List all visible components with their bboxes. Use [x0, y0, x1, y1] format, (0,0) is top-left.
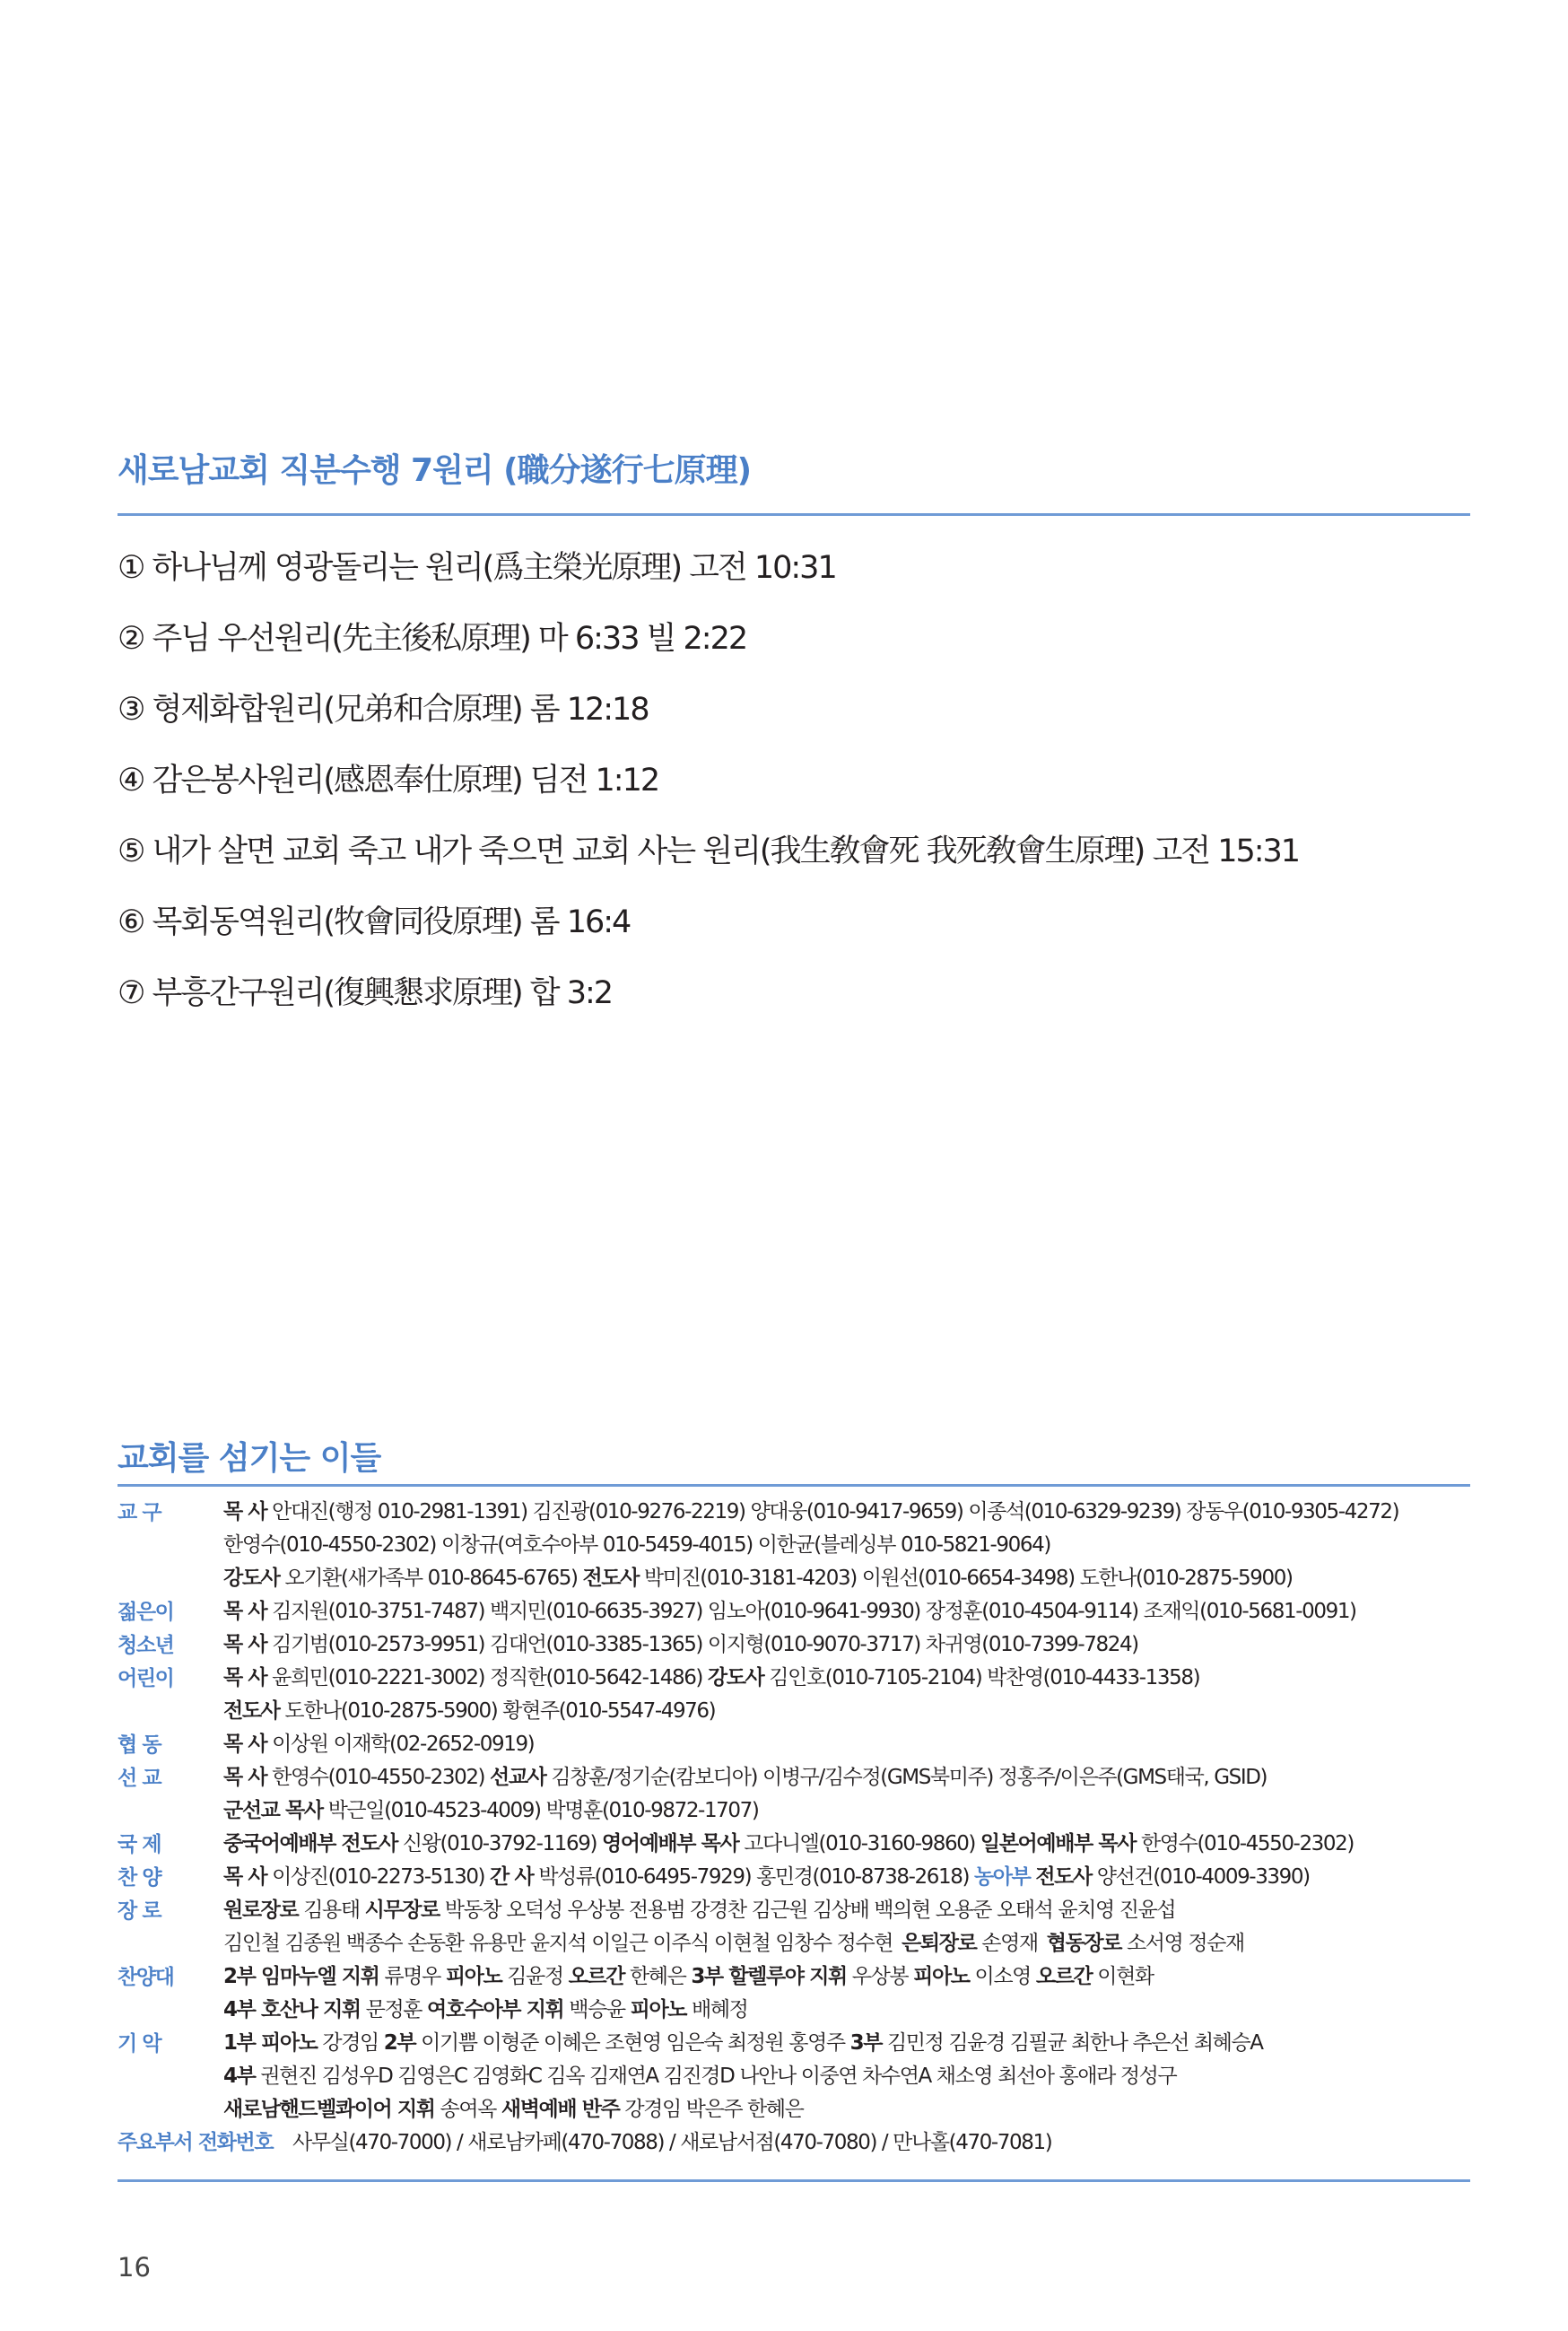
role-title: 3부	[849, 2031, 883, 2055]
role-title: 오르간	[568, 1965, 625, 1988]
staff-line	[223, 1628, 1470, 1662]
staff-names: 한영수(010-4550-2302)	[266, 1766, 491, 1789]
staff-names: 김지원(010-3751-7487) 백지민(010-6635-3927) 임노아(010-9641-9930) 장정훈(010-4504-9114) 조재익(010-5681-0091)	[266, 1600, 1356, 1623]
staff-names: 송여옥	[434, 2098, 501, 2121]
staff-rows	[118, 1496, 1470, 2126]
principle-1: ① 하나님께 영광돌리는 원리(爲主榮光原理) 고전 10:31	[118, 550, 836, 586]
staff-row	[118, 1894, 1470, 1960]
staff-row-label: 청소년	[118, 1634, 174, 1657]
role-title: 간 사	[490, 1865, 534, 1889]
staff-line	[223, 1927, 1470, 1960]
staff-row-content	[223, 1861, 1470, 1894]
principles-list	[118, 533, 1470, 1029]
principle-5: ⑤ 내가 살면 교회 죽고 내가 죽으면 교회 사는 원리(我生敎會死 我死敎會生原理) 고전 15:31	[118, 834, 1300, 869]
role-title: 전도사	[582, 1567, 639, 1590]
staff-line	[223, 1794, 1470, 1828]
role-title: 영어예배부 목사	[601, 1832, 739, 1855]
staff-names: 이소영	[969, 1965, 1036, 1988]
role-title: 강도사	[223, 1567, 280, 1590]
staff-line	[223, 1529, 1470, 1562]
staff-names: 박근일(010-4523-4009) 박명훈(010-9872-1707)	[322, 1799, 759, 1822]
phone-directory-row	[118, 2126, 1470, 2160]
page-number: 16	[118, 2252, 151, 2283]
staff-line	[223, 1761, 1470, 1794]
role-title: 전도사	[1035, 1865, 1092, 1889]
role-title: 피아노	[630, 1998, 687, 2021]
staff-row-label: 어린이	[118, 1667, 174, 1690]
staff-line	[223, 1960, 1470, 1994]
staff-line	[223, 1828, 1470, 1861]
role-title: 원로장로	[223, 1899, 299, 1922]
staff-names: 강경임	[317, 2031, 384, 2055]
staff-row-content	[223, 1496, 1470, 1595]
staff-row-content	[223, 1894, 1470, 1960]
staff-row	[118, 1761, 1470, 1828]
role-title: 목 사	[223, 1865, 267, 1889]
role-title: 피아노	[445, 1965, 502, 1988]
role-title: 중국어예배부 전도사	[223, 1832, 397, 1855]
staff-names: 소서영 정순재	[1121, 1932, 1244, 1955]
staff-line	[223, 1595, 1470, 1628]
staff-row-content	[223, 1761, 1470, 1828]
staff-row	[118, 1960, 1470, 2027]
staff-line	[223, 1662, 1470, 1695]
staff-names: 백승윤	[563, 1998, 631, 2021]
staff-names: 이상진(010-2273-5130)	[266, 1865, 491, 1889]
staff-row	[118, 1828, 1470, 1861]
staff-names: 윤희민(010-2221-3002) 정직한(010-5642-1486)	[266, 1666, 708, 1689]
staff-names: 오기환(새가족부 010-8645-6765)	[279, 1567, 583, 1590]
staff-row	[118, 1662, 1470, 1728]
role-title: 시무장로	[364, 1899, 440, 1922]
staff-names: 고다니엘(010-3160-9860)	[738, 1832, 980, 1855]
staff-names: 박미진(010-3181-4203) 이원선(010-6654-3498) 도한나(010-2875-5900)	[638, 1567, 1293, 1590]
staff-names: 박동창 오덕성 우상봉 전용범 강경찬 김근원 김상배 백의현 오용준 오태석 윤치영 진윤섭	[439, 1899, 1176, 1922]
staff-names: 배혜정	[686, 1998, 748, 2021]
staff-names: 김창훈/정기순(캄보디아) 이병구/김수정(GMS북미주) 정홍주/이은주(GMS태국, GSID)	[545, 1766, 1267, 1789]
staff-names: 이상원 이재학(02-2652-0919)	[266, 1733, 535, 1756]
phone-directory-text: 사무실(470-7000) / 새로남카페(470-7088) / 새로남서점(470-7080) / 만나홀(470-7081)	[292, 2131, 1052, 2154]
staff-row	[118, 2027, 1470, 2126]
staff-row-label: 젊은이	[118, 1601, 174, 1624]
role-title: 목 사	[223, 1600, 267, 1623]
staff-row-content	[223, 1662, 1470, 1728]
staff-names: 김윤정	[501, 1965, 569, 1988]
staff-names: 이현화	[1092, 1965, 1154, 1988]
principles-title: 새로남교회 직분수행 7원리 (職分遂行七原理)	[118, 452, 752, 489]
staff-names: 안대진(행정 010-2981-1391) 김진광(010-9276-2219) 양대웅(010-9417-9659) 이종석(010-6329-9239) 장동우(010-9305-4272)	[266, 1500, 1399, 1523]
staff-row-content	[223, 1828, 1470, 1861]
staff-row-label: 교 구	[118, 1501, 161, 1524]
principle-6: ⑥ 목회동역원리(牧會同役原理) 롬 16:4	[118, 904, 631, 940]
staff-names: 김기범(010-2573-9951) 김대언(010-3385-1365) 이지형(010-9070-3717) 차귀영(010-7399-7824)	[266, 1633, 1138, 1656]
staff-line	[223, 1562, 1470, 1595]
role-title: 4부 호산나 지휘	[223, 1998, 361, 2021]
principle-7: ⑦ 부흥간구원리(復興懇求原理) 합 3:2	[118, 975, 613, 1011]
staff-names: 한영수(010-4550-2302) 이창규(여호수아부 010-5459-4015) 이한균(블레싱부 010-5821-9064)	[223, 1533, 1050, 1557]
staff-line	[223, 1695, 1470, 1728]
staff-names: 한영수(010-4550-2302)	[1136, 1832, 1354, 1855]
role-title: 2부	[383, 2031, 416, 2055]
role-title: 전도사	[223, 1699, 280, 1723]
department-name: 농아부	[973, 1865, 1031, 1889]
role-title: 목 사	[223, 1666, 267, 1689]
staff-names: 류명우	[379, 1965, 446, 1988]
staff-title-rule	[118, 1484, 1470, 1487]
principle-3: ③ 형제화합원리(兄弟和合原理) 롬 12:18	[118, 692, 649, 728]
role-title: 강도사	[707, 1666, 764, 1689]
staff-names: 박성류(010-6495-7929) 홍민경(010-8738-2618)	[533, 1865, 974, 1889]
principle-2: ② 주님 우선원리(先主後私原理) 마 6:33 빌 2:22	[118, 621, 747, 657]
staff-line	[223, 1894, 1470, 1927]
staff-names: 김인호(010-7105-2104) 박찬영(010-4433-1358)	[763, 1666, 1200, 1689]
role-title: 4부	[223, 2065, 256, 2088]
role-title: 1부 피아노	[223, 2031, 318, 2055]
staff-row-label: 기 악	[118, 2032, 161, 2056]
staff-line	[223, 1496, 1470, 1529]
staff-row-content	[223, 2027, 1470, 2126]
staff-row-label: 장 로	[118, 1899, 161, 1923]
staff-line	[223, 1861, 1470, 1894]
staff-names: 양선건(010-4009-3390)	[1091, 1865, 1310, 1889]
staff-names: 손영재	[976, 1932, 1038, 1955]
staff-names: 문정훈	[360, 1998, 428, 2021]
role-title: 협동장로	[1046, 1932, 1122, 1955]
role-title: 2부 임마누엘 지휘	[223, 1965, 379, 1988]
role-title: 새벽예배 반주	[501, 2098, 620, 2121]
staff-row	[118, 1595, 1470, 1628]
staff-title: 교회를 섬기는 이들	[118, 1440, 381, 1477]
role-title: 새로남핸드벨콰이어 지휘	[223, 2098, 435, 2121]
role-title: 은퇴장로	[902, 1932, 977, 1955]
role-title: 선교사	[490, 1766, 546, 1789]
staff-row-label: 찬 양	[118, 1866, 161, 1890]
staff-names: 한혜은	[624, 1965, 692, 1988]
staff-row-content	[223, 1595, 1470, 1628]
staff-row	[118, 1496, 1470, 1595]
role-title: 목 사	[223, 1766, 267, 1789]
staff-names: 김인철 김종원 백종수 손동환 유용만 윤지석 이일근 이주식 이현철 임창수 정수현	[223, 1932, 893, 1955]
staff-line	[223, 2027, 1470, 2060]
staff-row-label: 선 교	[118, 1767, 161, 1790]
staff-row-label: 찬양대	[118, 1966, 174, 1989]
staff-row-content	[223, 1628, 1470, 1662]
staff-line	[223, 1994, 1470, 2027]
staff-directory	[118, 1496, 1470, 2160]
role-title: 피아노	[913, 1965, 970, 1988]
staff-names: 강경임 박은주 한혜은	[619, 2098, 804, 2121]
role-title: 3부 할렐루야 지휘	[691, 1965, 847, 1988]
staff-line	[223, 2060, 1470, 2093]
staff-names: 우상봉	[846, 1965, 914, 1988]
staff-row-content	[223, 1960, 1470, 2027]
role-title: 목 사	[223, 1633, 267, 1656]
role-title: 일본어예배부 목사	[980, 1832, 1137, 1855]
role-title: 군선교 목사	[223, 1799, 323, 1822]
role-title: 오르간	[1035, 1965, 1093, 1988]
staff-row	[118, 1628, 1470, 1662]
staff-names: 도한나(010-2875-5900) 황현주(010-5547-4976)	[279, 1699, 716, 1723]
staff-names: 신왕(010-3792-1169)	[396, 1832, 602, 1855]
staff-names: 김민정 김윤경 김필균 최한나 추은선 최혜승A	[882, 2031, 1263, 2055]
staff-names: 이기쁨 이형준 이혜은 조현영 임은숙 최정원 홍영주	[415, 2031, 850, 2055]
role-title: 목 사	[223, 1733, 267, 1756]
role-title: 목 사	[223, 1500, 267, 1523]
role-title: 여호수아부 지휘	[427, 1998, 564, 2021]
staff-names: 김용태	[298, 1899, 365, 1922]
principle-4: ④ 감은봉사원리(感恩奉仕原理) 딤전 1:12	[118, 763, 659, 799]
staff-line	[223, 2093, 1470, 2126]
principles-title-rule	[118, 513, 1470, 516]
staff-bottom-rule	[118, 2179, 1470, 2182]
phone-directory-label: 주요부서 전화번호	[118, 2131, 274, 2154]
staff-row-label: 협 동	[118, 1733, 161, 1757]
staff-row-content	[223, 1728, 1470, 1761]
staff-row	[118, 1861, 1470, 1894]
staff-row-label: 국 제	[118, 1833, 161, 1856]
staff-line	[223, 1728, 1470, 1761]
staff-names: 권현진 김성우D 김영은C 김영화C 김옥 김재연A 김진경D 나안나 이중연 차수연A 채소영 최선아 홍애라 정성구	[255, 2065, 1177, 2088]
staff-row	[118, 1728, 1470, 1761]
